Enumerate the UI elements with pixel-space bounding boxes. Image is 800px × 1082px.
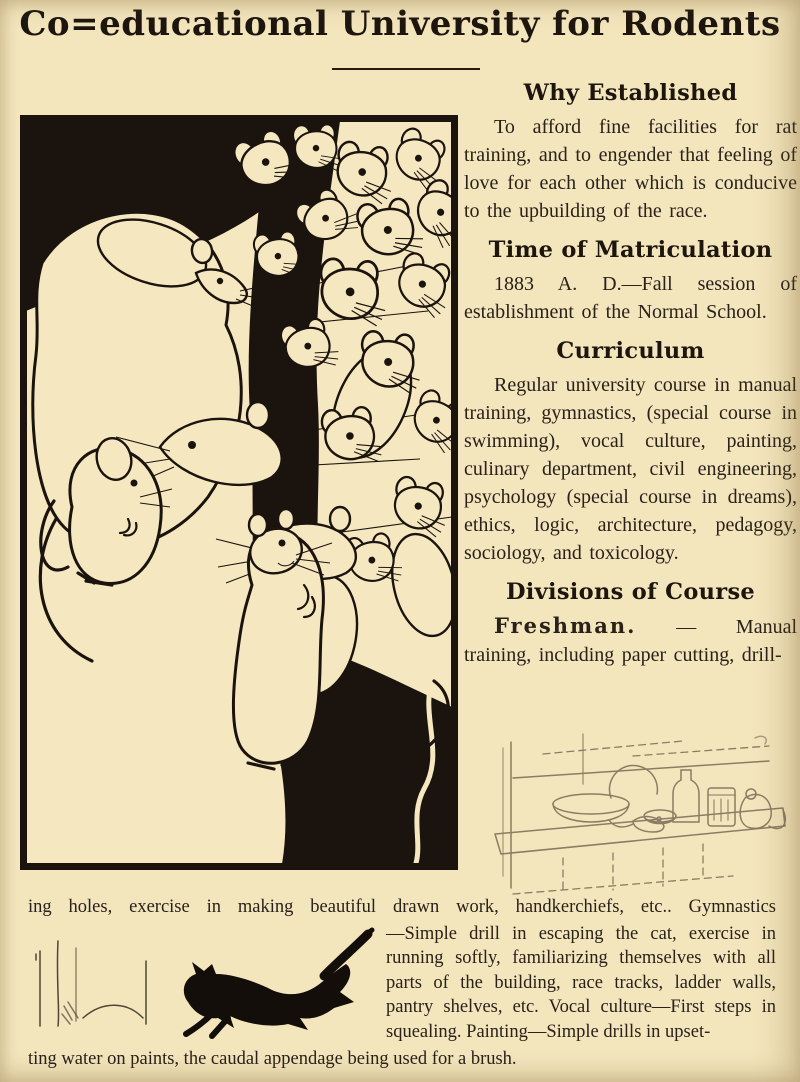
- section-heading-curriculum: Curriculum: [556, 338, 705, 364]
- bottom-line-start: ing holes, exercise in making beautiful drawn work, handkerchiefs, etc.. Gymnastics: [28, 897, 776, 917]
- pantry-shelf-rats-sketch-icon: [483, 726, 795, 898]
- page-title: Co=educational University for Rodents: [19, 4, 781, 44]
- section-heading-divisions: Divisions of Course: [505, 579, 756, 605]
- section-body-curriculum: Regular university course in manual training, gymnastics, (special course in swimming), vocal culture, painting, culinary department, civil engineering, psychology (special course in dreams), ethics, logic, architecture, pedagogy, sociology, and toxicology.: [464, 374, 797, 564]
- pantry-illustration: [483, 726, 795, 898]
- rats-illustration: [20, 115, 458, 870]
- section-divisions: [464, 579, 797, 669]
- section-heading-why: Why Established: [523, 80, 738, 106]
- section-why-established: [464, 80, 797, 225]
- section-body-why: To afford fine facilities for rat training, and to engender that feeling of love for each other which is conducive to the upbuilding of the race.: [464, 116, 797, 222]
- title-divider: [332, 68, 480, 70]
- section-heading-matriculation: Time of Matriculation: [488, 237, 773, 263]
- text-column: [464, 80, 797, 669]
- leaping-black-cat-sketch-icon: [28, 926, 376, 1042]
- section-matriculation: [464, 237, 797, 326]
- section-curriculum: [464, 338, 797, 567]
- bottom-wrap-text: —Simple drill in escaping the cat, exercise in running softly, familiarizing themselves with all parts of the building, race tracks, ladder walls, pantry shelves, etc. Vocal culture—First steps in squealing. Painting—Simple drills in upset-: [386, 923, 776, 1042]
- section-body-divisions: [464, 612, 797, 669]
- bottom-line-end: ting water on paints, the caudal appendage being used for a brush.: [28, 1048, 517, 1069]
- swarm-of-rats-ink-drawing-icon: [20, 115, 458, 870]
- cat-illustration: [28, 926, 376, 1042]
- bottom-paragraph: [28, 895, 776, 1071]
- freshman-rest: — Manual training, including paper cutting, drill-: [464, 616, 797, 666]
- section-body-matriculation: 1883 A. D.—Fall session of establishment of the Normal School.: [464, 273, 797, 323]
- freshman-lead: Freshman.: [494, 613, 637, 638]
